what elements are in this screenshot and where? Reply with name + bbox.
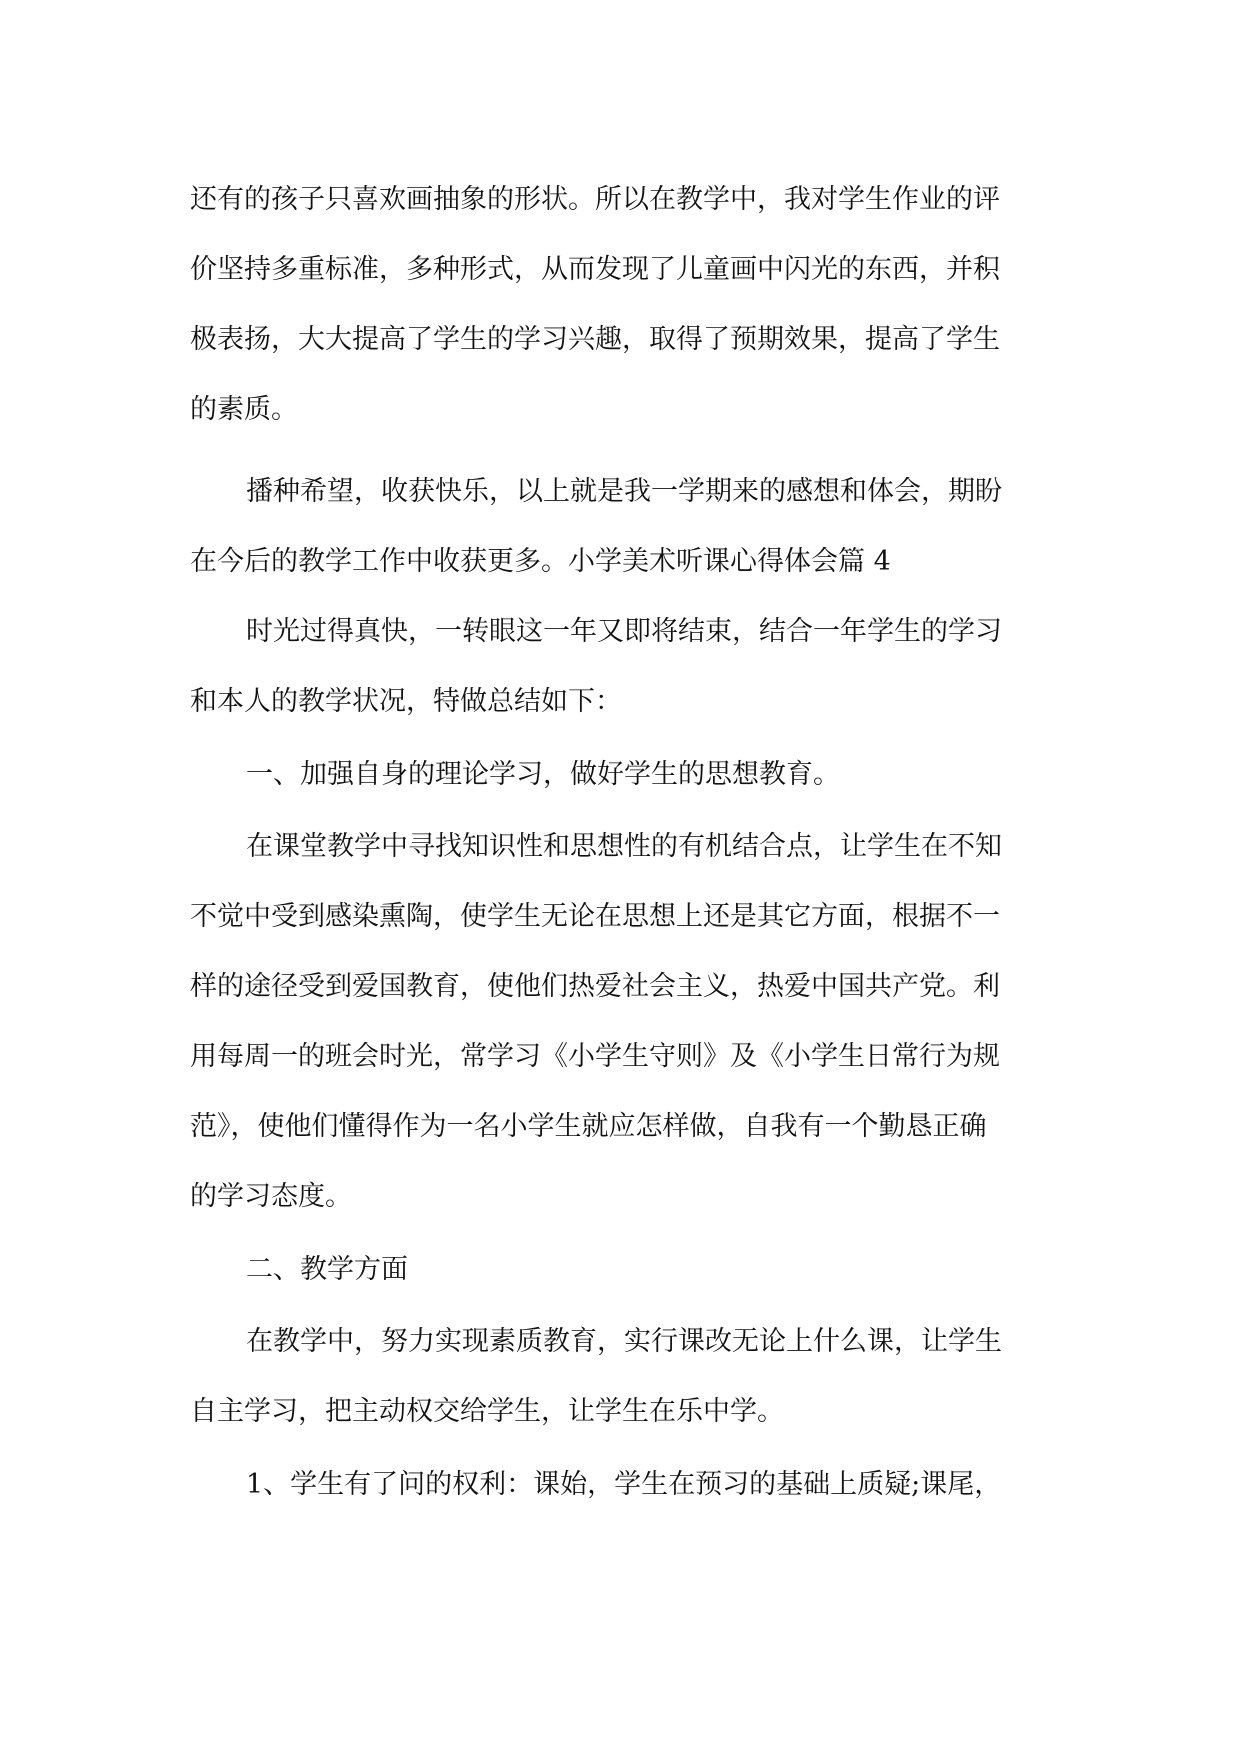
text-line: 在课堂教学中寻找知识性和思想性的有机结合点，让学生在不知: [246, 831, 1002, 862]
text-line: 极表扬，大大提高了学生的学习兴趣，取得了预期效果，提高了学生: [190, 324, 1000, 355]
text-line: 1、学生有了问的权利：课始，学生在预习的基础上质疑;课尾，: [246, 1469, 1002, 1500]
text-line: 还有的孩子只喜欢画抽象的形状。所以在教学中，我对学生作业的评: [190, 184, 1000, 215]
text-line: 不觉中受到感染熏陶，使学生无论在思想上还是其它方面，根据不一: [190, 901, 1000, 932]
text-line: 用每周一的班会时光，常学习《小学生守则》及《小学生日常行为规: [190, 1041, 1000, 1072]
text-line: 的素质。: [190, 394, 298, 425]
text-line: 自主学习，把主动权交给学生，让学生在乐中学。: [190, 1396, 784, 1427]
text-line: 价坚持多重标准，多种形式，从而发现了儿童画中闪光的东西，并积: [190, 254, 1000, 285]
text-line: 播种希望，收获快乐，以上就是我一学期来的感想和体会，期盼: [246, 476, 1002, 507]
section-heading: 二、教学方面: [246, 1254, 408, 1285]
text-line: 的学习态度。: [190, 1181, 352, 1212]
text-line: 和本人的教学状况，特做总结如下：: [190, 686, 622, 717]
text-line: 在今后的教学工作中收获更多。小学美术听课心得体会篇 4: [190, 546, 891, 577]
text-line: 在教学中，努力实现素质教育，实行课改无论上什么课，让学生: [246, 1326, 1002, 1357]
section-heading: 一、加强自身的理论学习，做好学生的思想教育。: [246, 759, 840, 790]
text-line: 时光过得真快，一转眼这一年又即将结束，结合一年学生的学习: [246, 616, 1002, 647]
text-line: 范》，使他们懂得作为一名小学生就应怎样做，自我有一个勤恳正确: [190, 1111, 987, 1142]
text-line: 样的途径受到爱国教育，使他们热爱社会主义，热爱中国共产党。利: [190, 971, 1000, 1002]
